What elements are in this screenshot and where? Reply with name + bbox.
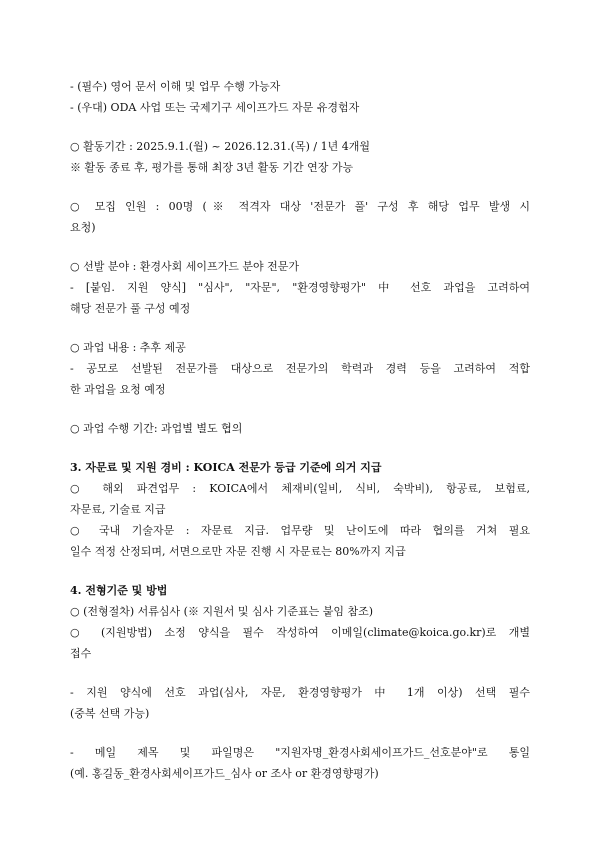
email-subject-example: (예. 홍길동_환경사회세이프가드_심사 or 조사 or 환경영향평가) [70, 767, 379, 780]
section-3-heading: 3. 자문료 및 지원 경비 : KOICA 전문가 등급 기준에 의거 지급 [70, 461, 382, 474]
email-subject-note: - 메일 제목 및 파일명은 "지원자명_환경사회세이프가드_선호분야"로 통일 [70, 746, 530, 759]
recruit-count-line: ○ 모집 인원 : 00명 (※ 적격자 대상 '전문가 풀' 구성 후 해당 업무 발생 시 [70, 200, 530, 213]
requirement-line-2: - (우대) ODA 사업 또는 국제기구 세이프가드 자문 유경험자 [70, 101, 360, 114]
task-content-detail: - 공모로 선발된 전문가를 대상으로 전문가의 학력과 경력 등을 고려하여 적합 [70, 362, 530, 375]
requirement-line-1: - (필수) 영어 문서 이해 및 업무 수행 가능자 [70, 80, 281, 93]
selection-field-line: ○ 선발 분야 : 환경사회 세이프가드 분야 전문가 [70, 260, 300, 273]
screening-procedure-line: ○ (전형절차) 서류심사 (※ 지원서 및 심사 기준표는 붙임 참조) [70, 605, 374, 618]
application-method-line-cont: 접수 [70, 647, 92, 660]
preferred-task-note: - 지원 양식에 선호 과업(심사, 자문, 환경영향평가 中 1개 이상) 선택 필수 [70, 686, 530, 699]
preferred-task-note-cont: (중복 선택 가능) [70, 707, 150, 720]
application-method-line: ○ (지원방법) 소정 양식을 필수 작성하여 이메일(climate@koica.go.kr)로 개별 [70, 626, 530, 639]
recruit-count-line-cont: 요청) [70, 221, 96, 234]
activity-period-line: ○ 활동기간 : 2025.9.1.(월) ~ 2026.12.31.(목) / 1년 4개월 [70, 140, 370, 153]
selection-field-detail: - [붙임. 지원 양식] "심사", "자문", "환경영향평가" 中 선호 과업을 고려하여 [70, 281, 530, 294]
task-content-line: ○ 과업 내용 : 추후 제공 [70, 341, 186, 354]
task-content-detail-cont: 한 과업을 요청 예정 [70, 383, 166, 396]
overseas-dispatch-line: ○ 해외 파견업무 : KOICA에서 체재비(일비, 식비, 숙박비), 항공료, 보험료, [70, 482, 530, 495]
activity-extension-note: ※ 활동 종료 후, 평가를 통해 최장 3년 활동 기간 연장 가능 [70, 161, 354, 174]
task-period-line: ○ 과업 수행 기간: 과업별 별도 협의 [70, 422, 243, 435]
overseas-dispatch-line-cont: 자문료, 기술료 지급 [70, 503, 166, 516]
domestic-advisory-line: ○ 국내 기술자문 : 자문료 지급. 업무량 및 난이도에 따라 협의를 거쳐 필요 [70, 524, 530, 537]
domestic-advisory-line-cont: 일수 적정 산정되며, 서면으로만 자문 진행 시 자문료는 80%까지 지급 [70, 545, 406, 558]
selection-field-detail-cont: 해당 전문가 풀 구성 예정 [70, 302, 191, 315]
section-4-heading: 4. 전형기준 및 방법 [70, 584, 168, 597]
